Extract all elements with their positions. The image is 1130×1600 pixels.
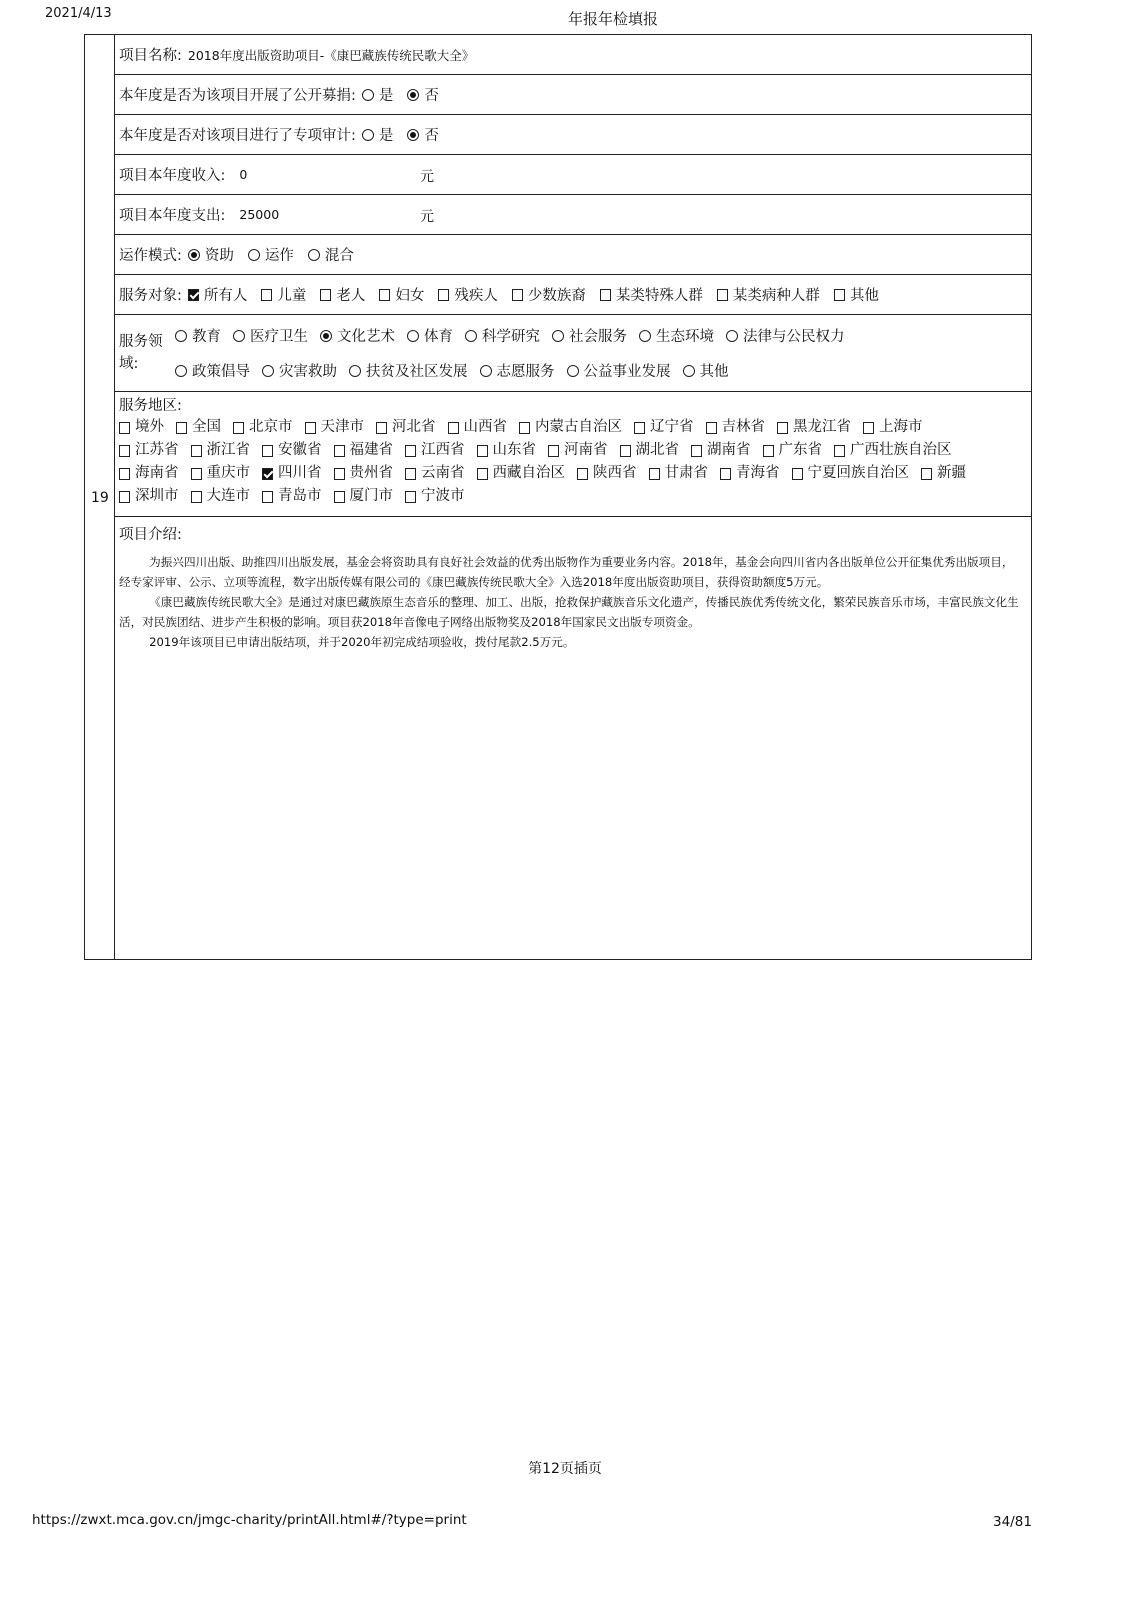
print-date: 2021/4/13 [45, 6, 112, 21]
checkbox-checked-icon[interactable] [188, 289, 199, 301]
option-label: 贵州省 [349, 465, 393, 481]
checkbox-icon[interactable] [477, 445, 488, 457]
option-浙江省[interactable] [191, 439, 251, 462]
option-label: 否 [424, 128, 439, 144]
radio-icon[interactable] [308, 249, 320, 261]
service-domain-label: 服务领域: [119, 334, 163, 372]
service-targets-row [115, 275, 1031, 315]
project-name-label: 项目名称: [119, 48, 182, 64]
option-label: 儿童 [277, 288, 307, 304]
page-count: 34/81 [993, 1514, 1032, 1530]
checkbox-icon[interactable] [334, 468, 345, 480]
option-甘肃省[interactable] [649, 462, 709, 485]
option-label: 某类特殊人群 [615, 288, 703, 304]
radio-icon[interactable] [683, 365, 695, 377]
special-audit-row [115, 115, 1031, 155]
option-label: 江苏省 [135, 442, 179, 458]
project-name-row [115, 35, 1031, 75]
checkbox-icon[interactable] [376, 422, 387, 434]
option-云南省[interactable] [405, 462, 465, 485]
checkbox-icon[interactable] [834, 445, 845, 457]
radio-icon[interactable] [175, 365, 187, 377]
option-label: 福建省 [349, 442, 393, 458]
option-体育[interactable] [407, 325, 453, 346]
option-label: 公益事业发展 [583, 364, 671, 380]
option-其他[interactable] [834, 284, 879, 305]
row-index: 19 [91, 490, 109, 506]
service-domain-row [115, 315, 1031, 392]
option-湖北省[interactable] [620, 439, 680, 462]
option-label: 老人 [336, 288, 366, 304]
project-intro-row [115, 517, 1031, 941]
checkbox-icon[interactable] [334, 491, 345, 503]
option-label: 其他 [849, 288, 879, 304]
option-境外[interactable] [119, 416, 164, 439]
page-footer-label: 第12页插页 [528, 1461, 602, 1477]
option-label: 残疾人 [454, 288, 498, 304]
option-label: 扶贫及社区发展 [366, 364, 468, 380]
row-index-column [85, 35, 115, 959]
option-label: 医疗卫生 [250, 329, 308, 345]
expense-unit: 元 [420, 209, 434, 225]
option-label: 江西省 [421, 442, 465, 458]
option-志愿服务[interactable] [480, 360, 555, 381]
intro-paragraph: 2019年该项目已申请出版结项，并于2020年初完成结项验收，拨付尾款2.5万元。 [149, 635, 575, 649]
radio-icon[interactable] [465, 330, 477, 342]
public-fundraising-no[interactable] [407, 84, 439, 105]
checkbox-icon[interactable] [405, 468, 416, 480]
option-教育[interactable] [175, 325, 221, 346]
service-targets-label: 服务对象: [119, 288, 182, 304]
option-label: 资助 [204, 248, 234, 264]
radio-icon[interactable] [233, 330, 245, 342]
option-label: 辽宁省 [650, 419, 694, 435]
page-header-title: 年报年检填报 [568, 10, 659, 28]
checkbox-icon[interactable] [863, 422, 874, 434]
option-label: 甘肃省 [664, 465, 708, 481]
service-region-label: 服务地区: [119, 398, 182, 414]
option-label: 宁夏回族自治区 [807, 465, 909, 481]
option-label: 新疆 [937, 465, 966, 481]
option-广东省[interactable] [763, 439, 823, 462]
checkbox-icon[interactable] [191, 491, 202, 503]
option-label: 青海省 [736, 465, 780, 481]
option-label: 是 [378, 88, 394, 104]
option-山西省[interactable] [448, 416, 508, 439]
option-生态环境[interactable] [639, 325, 714, 346]
option-混合[interactable] [308, 244, 354, 265]
option-label: 河南省 [564, 442, 608, 458]
option-吉林省[interactable] [706, 416, 766, 439]
option-某类病种人群[interactable] [717, 284, 820, 305]
option-某类特殊人群[interactable] [600, 284, 703, 305]
checkbox-icon[interactable] [119, 468, 130, 480]
option-海南省[interactable] [119, 462, 179, 485]
option-label: 黑龙江省 [793, 419, 851, 435]
checkbox-checked-icon[interactable] [262, 468, 273, 480]
option-label: 重庆市 [206, 465, 250, 481]
checkbox-icon[interactable] [720, 468, 731, 480]
option-所有人[interactable] [188, 284, 248, 305]
option-新疆[interactable] [921, 462, 966, 485]
radio-icon[interactable] [175, 330, 187, 342]
public-fundraising-yes[interactable] [362, 84, 394, 105]
option-贵州省[interactable] [334, 462, 394, 485]
option-label: 少数族裔 [527, 288, 586, 304]
option-label: 广西壮族自治区 [850, 442, 952, 458]
intro-paragraph: 为振兴四川出版、助推四川出版发展，基金会将资助具有良好社会效益的优秀出版物作为重要业务内容。2018年，基金会向四川省内各出版单位公开征集优秀出版项目，经专家评审、公示、立项等流程，数字出版传媒有限公司的《康巴藏族传统民歌大全》入选2018年度出版资助项目，获得资助额度5万元。 [119, 555, 1014, 589]
expense-label: 项目本年度支出: [119, 208, 226, 224]
option-label: 运作 [264, 248, 294, 264]
checkbox-icon[interactable] [634, 422, 645, 434]
checkbox-icon[interactable] [305, 422, 316, 434]
option-四川省[interactable] [262, 462, 322, 485]
operation-mode-options [188, 244, 368, 265]
special-audit-label: 本年度是否对该项目进行了专项审计: [119, 128, 356, 144]
option-灾害救助[interactable] [262, 360, 337, 381]
option-label: 科学研究 [482, 329, 540, 345]
checkbox-icon[interactable] [176, 422, 187, 434]
option-文化艺术[interactable] [320, 325, 395, 346]
option-厦门市[interactable] [334, 485, 394, 508]
checkbox-icon[interactable] [512, 289, 523, 301]
service-region-row [115, 392, 1031, 517]
checkbox-icon[interactable] [777, 422, 788, 434]
option-label: 其他 [699, 364, 729, 380]
checkbox-icon[interactable] [477, 468, 488, 480]
checkbox-icon[interactable] [233, 422, 244, 434]
expense-row [115, 195, 1031, 235]
option-科学研究[interactable] [465, 325, 540, 346]
option-label: 浙江省 [206, 442, 250, 458]
option-label: 混合 [324, 248, 354, 264]
income-value: 0 [239, 167, 248, 182]
checkbox-icon[interactable] [119, 445, 130, 457]
option-label: 深圳市 [135, 488, 179, 504]
option-label: 北京市 [249, 419, 293, 435]
option-label: 灾害救助 [279, 364, 337, 380]
option-重庆市[interactable] [191, 462, 251, 485]
option-label: 山东省 [492, 442, 536, 458]
option-label: 云南省 [421, 465, 465, 481]
option-label: 政策倡导 [192, 364, 250, 380]
project-name-value: 2018年度出版资助项目-《康巴藏族传统民歌大全》 [187, 47, 475, 63]
income-row [115, 155, 1031, 195]
page-url: https://zwxt.mca.gov.cn/jmgc-charity/printAll.html#/?type=print [32, 1512, 467, 1528]
intro-paragraph: 《康巴藏族传统民歌大全》是通过对康巴藏族原生态音乐的整理、加工、出版，抢救保护藏族音乐文化遗产，传播民族优秀传统文化，繁荣民族音乐市场，丰富民族文化生活，对民族团结、进步产生积极的影响。项目获2018年音像电子网络出版物奖及2018年国家民文出版专项资金。 [119, 595, 1019, 629]
radio-icon[interactable] [262, 365, 274, 377]
radio-icon[interactable] [349, 365, 361, 377]
checkbox-icon[interactable] [438, 289, 449, 301]
public-fundraising-label: 本年度是否为该项目开展了公开募捐: [119, 88, 356, 104]
checkbox-icon[interactable] [600, 289, 611, 301]
option-label: 境外 [135, 419, 164, 435]
radio-checked-icon[interactable] [320, 330, 332, 342]
option-北京市[interactable] [233, 416, 293, 439]
option-运作[interactable] [248, 244, 294, 265]
checkbox-icon[interactable] [191, 468, 202, 480]
public-fundraising-row [115, 75, 1031, 115]
option-label: 志愿服务 [496, 364, 555, 380]
option-江西省[interactable] [405, 439, 465, 462]
operation-mode-label: 运作模式: [119, 248, 182, 264]
checkbox-icon[interactable] [320, 289, 331, 301]
option-辽宁省[interactable] [634, 416, 694, 439]
option-陕西省[interactable] [577, 462, 637, 485]
option-label: 某类病种人群 [732, 288, 820, 304]
radio-icon[interactable] [552, 330, 564, 342]
option-label: 天津市 [320, 419, 364, 435]
option-扶贫及社区发展[interactable] [349, 360, 468, 381]
checkbox-icon[interactable] [262, 491, 273, 503]
option-label: 安徽省 [278, 442, 322, 458]
option-label: 湖北省 [635, 442, 679, 458]
service-domain-options-line1 [175, 325, 857, 346]
radio-icon[interactable] [362, 89, 374, 101]
radio-icon[interactable] [362, 129, 374, 141]
option-法律与公民权力[interactable] [726, 325, 845, 346]
checkbox-icon[interactable] [834, 289, 845, 301]
service-targets-options [188, 284, 893, 305]
option-上海市[interactable] [863, 416, 923, 439]
option-青岛市[interactable] [262, 485, 322, 508]
option-label: 吉林省 [721, 419, 765, 435]
option-西藏自治区[interactable] [477, 462, 566, 485]
checkbox-icon[interactable] [649, 468, 660, 480]
option-广西壮族自治区[interactable] [834, 439, 952, 462]
radio-icon[interactable] [639, 330, 651, 342]
project-intro-label: 项目介绍: [119, 527, 182, 543]
option-label: 妇女 [395, 288, 425, 304]
option-label: 大连市 [206, 488, 250, 504]
option-label: 是 [378, 128, 394, 144]
option-label: 教育 [192, 329, 221, 345]
option-残疾人[interactable] [438, 284, 498, 305]
option-label: 陕西省 [593, 465, 637, 481]
option-label: 青岛市 [278, 488, 322, 504]
option-label: 生态环境 [656, 329, 714, 345]
option-label: 社会服务 [569, 329, 627, 345]
option-label: 宁波市 [421, 488, 465, 504]
option-社会服务[interactable] [552, 325, 627, 346]
option-label: 所有人 [203, 288, 248, 304]
checkbox-icon[interactable] [548, 445, 559, 457]
radio-checked-icon[interactable] [407, 89, 419, 101]
checkbox-icon[interactable] [405, 491, 416, 503]
radio-icon[interactable] [407, 330, 419, 342]
checkbox-icon[interactable] [448, 422, 459, 434]
radio-icon[interactable] [248, 249, 260, 261]
income-unit: 元 [420, 169, 434, 185]
radio-icon[interactable] [726, 330, 738, 342]
option-label: 内蒙古自治区 [535, 419, 622, 435]
option-河南省[interactable] [548, 439, 608, 462]
option-河北省[interactable] [376, 416, 436, 439]
expense-value: 25000 [239, 207, 280, 222]
checkbox-icon[interactable] [763, 445, 774, 457]
option-公益事业发展[interactable] [567, 360, 671, 381]
checkbox-icon[interactable] [191, 445, 202, 457]
checkbox-icon[interactable] [717, 289, 728, 301]
service-region-options [119, 416, 1004, 508]
option-安徽省[interactable] [262, 439, 322, 462]
option-山东省[interactable] [477, 439, 537, 462]
option-福建省[interactable] [334, 439, 394, 462]
checkbox-icon[interactable] [706, 422, 717, 434]
checkbox-icon[interactable] [262, 445, 273, 457]
special-audit-yes[interactable] [362, 124, 394, 145]
option-label: 广东省 [778, 442, 822, 458]
option-宁夏回族自治区[interactable] [792, 462, 910, 485]
option-资助[interactable] [188, 244, 234, 265]
option-label: 湖南省 [707, 442, 751, 458]
option-大连市[interactable] [191, 485, 251, 508]
checkbox-icon[interactable] [119, 422, 130, 434]
project-form [84, 34, 1032, 960]
option-label: 西藏自治区 [492, 465, 565, 481]
option-label: 四川省 [278, 465, 322, 481]
option-label: 山西省 [463, 419, 507, 435]
option-label: 海南省 [135, 465, 179, 481]
checkbox-icon[interactable] [921, 468, 932, 480]
checkbox-icon[interactable] [577, 468, 588, 480]
option-医疗卫生[interactable] [233, 325, 308, 346]
option-妇女[interactable] [379, 284, 424, 305]
checkbox-icon[interactable] [405, 445, 416, 457]
option-其他[interactable] [683, 360, 729, 381]
income-label: 项目本年度收入: [119, 168, 226, 184]
option-青海省[interactable] [720, 462, 780, 485]
radio-checked-icon[interactable] [407, 129, 419, 141]
option-深圳市[interactable] [119, 485, 179, 508]
option-江苏省[interactable] [119, 439, 179, 462]
option-宁波市[interactable] [405, 485, 465, 508]
option-湖南省[interactable] [691, 439, 751, 462]
service-domain-options-line2 [175, 360, 741, 381]
option-儿童[interactable] [261, 284, 306, 305]
checkbox-icon[interactable] [792, 468, 803, 480]
radio-icon[interactable] [567, 365, 579, 377]
option-label: 否 [424, 88, 439, 104]
checkbox-icon[interactable] [691, 445, 702, 457]
checkbox-icon[interactable] [119, 491, 130, 503]
option-label: 法律与公民权力 [743, 329, 845, 345]
option-政策倡导[interactable] [175, 360, 250, 381]
option-label: 文化艺术 [337, 329, 395, 345]
radio-icon[interactable] [480, 365, 492, 377]
option-label: 河北省 [392, 419, 436, 435]
checkbox-icon[interactable] [519, 422, 530, 434]
option-label: 全国 [192, 419, 221, 435]
option-label: 厦门市 [349, 488, 393, 504]
radio-checked-icon[interactable] [188, 249, 200, 261]
checkbox-icon[interactable] [334, 445, 345, 457]
option-label: 上海市 [879, 419, 923, 435]
option-天津市[interactable] [305, 416, 365, 439]
checkbox-icon[interactable] [379, 289, 390, 301]
form-rows [115, 35, 1031, 959]
checkbox-icon[interactable] [620, 445, 631, 457]
option-老人[interactable] [320, 284, 365, 305]
option-少数族裔[interactable] [512, 284, 586, 305]
option-label: 体育 [424, 329, 453, 345]
special-audit-no[interactable] [407, 124, 439, 145]
option-全国[interactable] [176, 416, 221, 439]
option-内蒙古自治区[interactable] [519, 416, 622, 439]
option-黑龙江省[interactable] [777, 416, 851, 439]
operation-mode-row [115, 235, 1031, 275]
checkbox-icon[interactable] [261, 289, 272, 301]
